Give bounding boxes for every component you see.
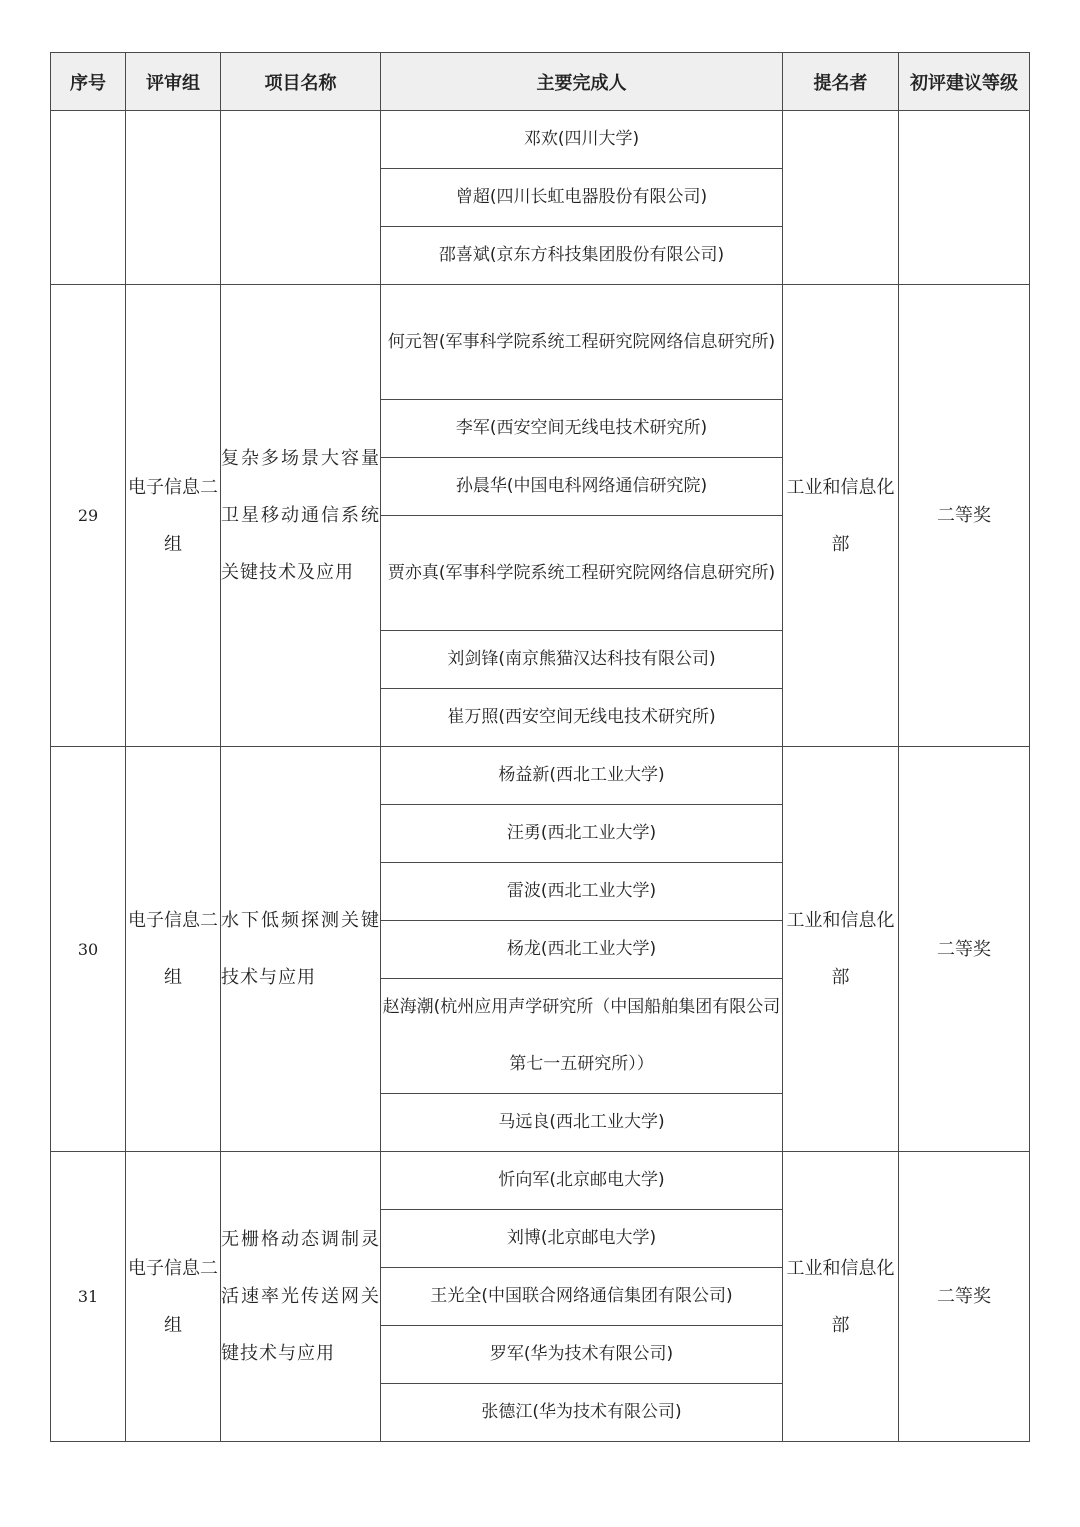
table-row bbox=[51, 285, 1030, 400]
header-nominator: 提名者 bbox=[783, 53, 899, 111]
person-cell: 忻向军(北京邮电大学) bbox=[381, 1152, 783, 1210]
group-cell: 电子信息二组 bbox=[126, 1152, 221, 1442]
person-cell: 张德江(华为技术有限公司) bbox=[381, 1384, 783, 1442]
seq-cell: 30 bbox=[51, 747, 126, 1152]
person-cell: 曾超(四川长虹电器股份有限公司) bbox=[381, 169, 783, 227]
person-cell: 赵海潮(杭州应用声学研究所（中国船舶集团有限公司第七一五研究所）） bbox=[381, 979, 783, 1094]
header-group: 评审组 bbox=[126, 53, 221, 111]
nominator-cell: 工业和信息化部 bbox=[783, 285, 899, 747]
header-row bbox=[51, 53, 1030, 111]
table-row bbox=[51, 1152, 1030, 1210]
person-cell: 崔万照(西安空间无线电技术研究所) bbox=[381, 689, 783, 747]
nominator-cell: 工业和信息化部 bbox=[783, 1152, 899, 1442]
person-cell: 孙晨华(中国电科网络通信研究院) bbox=[381, 458, 783, 516]
group-cell bbox=[126, 111, 221, 285]
project-cell: 无栅格动态调制灵活速率光传送网关键技术与应用 bbox=[221, 1152, 381, 1442]
nominator-cell: 工业和信息化部 bbox=[783, 747, 899, 1152]
seq-cell: 29 bbox=[51, 285, 126, 747]
nominator-cell bbox=[783, 111, 899, 285]
person-cell: 杨龙(西北工业大学) bbox=[381, 921, 783, 979]
table-row bbox=[51, 747, 1030, 805]
header-seq: 序号 bbox=[51, 53, 126, 111]
person-cell: 刘博(北京邮电大学) bbox=[381, 1210, 783, 1268]
person-cell: 杨益新(西北工业大学) bbox=[381, 747, 783, 805]
header-project: 项目名称 bbox=[221, 53, 381, 111]
project-cell: 水下低频探测关键技术与应用 bbox=[221, 747, 381, 1152]
person-cell: 贾亦真(军事科学院系统工程研究院网络信息研究所) bbox=[381, 516, 783, 631]
seq-cell: 31 bbox=[51, 1152, 126, 1442]
person-cell: 雷波(西北工业大学) bbox=[381, 863, 783, 921]
awards-table bbox=[50, 52, 1030, 1442]
level-cell: 二等奖 bbox=[899, 285, 1030, 747]
person-cell: 李军(西安空间无线电技术研究所) bbox=[381, 400, 783, 458]
table-row bbox=[51, 111, 1030, 169]
person-cell: 邵喜斌(京东方科技集团股份有限公司) bbox=[381, 227, 783, 285]
project-cell bbox=[221, 111, 381, 285]
person-cell: 罗军(华为技术有限公司) bbox=[381, 1326, 783, 1384]
header-persons: 主要完成人 bbox=[381, 53, 783, 111]
header-level: 初评建议等级 bbox=[899, 53, 1030, 111]
level-cell bbox=[899, 111, 1030, 285]
person-cell: 汪勇(西北工业大学) bbox=[381, 805, 783, 863]
project-cell: 复杂多场景大容量卫星移动通信系统关键技术及应用 bbox=[221, 285, 381, 747]
level-cell: 二等奖 bbox=[899, 1152, 1030, 1442]
group-cell: 电子信息二组 bbox=[126, 747, 221, 1152]
person-cell: 马远良(西北工业大学) bbox=[381, 1094, 783, 1152]
person-cell: 王光全(中国联合网络通信集团有限公司) bbox=[381, 1268, 783, 1326]
level-cell: 二等奖 bbox=[899, 747, 1030, 1152]
person-cell: 邓欢(四川大学) bbox=[381, 111, 783, 169]
person-cell: 何元智(军事科学院系统工程研究院网络信息研究所) bbox=[381, 285, 783, 400]
person-cell: 刘剑锋(南京熊猫汉达科技有限公司) bbox=[381, 631, 783, 689]
seq-cell bbox=[51, 111, 126, 285]
group-cell: 电子信息二组 bbox=[126, 285, 221, 747]
